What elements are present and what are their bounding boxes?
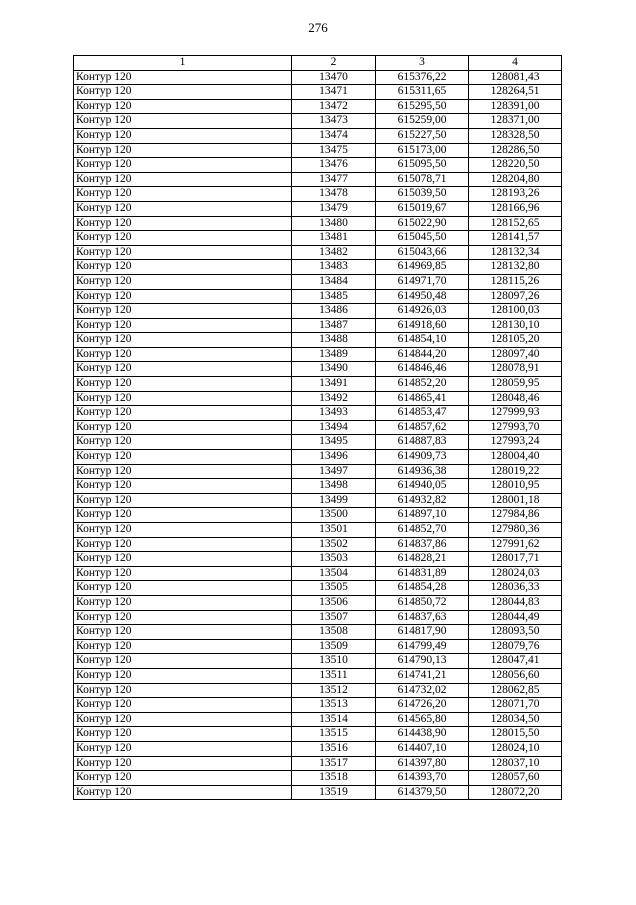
table-row [74, 610, 562, 625]
y-coordinate-cell: 128141,57 [469, 231, 562, 246]
contour-name-cell: Контур 120 [74, 654, 292, 669]
contour-name-cell: Контур 120 [74, 552, 292, 567]
point-number-cell: 13517 [292, 756, 376, 771]
y-coordinate-cell: 128097,40 [469, 347, 562, 362]
contour-name-cell: Контур 120 [74, 523, 292, 538]
table-row [74, 333, 562, 348]
table-row [74, 318, 562, 333]
y-coordinate-cell: 128048,46 [469, 391, 562, 406]
table-row [74, 128, 562, 143]
y-coordinate-cell: 128371,00 [469, 114, 562, 129]
contour-name-cell: Контур 120 [74, 756, 292, 771]
x-coordinate-cell: 614831,89 [376, 566, 469, 581]
table-row [74, 114, 562, 129]
table-row [74, 289, 562, 304]
y-coordinate-cell: 128132,34 [469, 245, 562, 260]
contour-name-cell: Контур 120 [74, 566, 292, 581]
x-coordinate-cell: 614828,21 [376, 552, 469, 567]
x-coordinate-cell: 614865,41 [376, 391, 469, 406]
table-row [74, 785, 562, 800]
table-row [74, 508, 562, 523]
point-number-cell: 13494 [292, 420, 376, 435]
point-number-cell: 13498 [292, 479, 376, 494]
point-number-cell: 13497 [292, 464, 376, 479]
contour-name-cell: Контур 120 [74, 318, 292, 333]
point-number-cell: 13489 [292, 347, 376, 362]
y-coordinate-cell: 128152,65 [469, 216, 562, 231]
contour-name-cell: Контур 120 [74, 274, 292, 289]
table-row [74, 362, 562, 377]
table-row [74, 595, 562, 610]
table-row [74, 464, 562, 479]
x-coordinate-cell: 614852,20 [376, 377, 469, 392]
contour-name-cell: Контур 120 [74, 187, 292, 202]
x-coordinate-cell: 614844,20 [376, 347, 469, 362]
x-coordinate-cell: 614799,49 [376, 639, 469, 654]
x-coordinate-cell: 614852,70 [376, 523, 469, 538]
contour-name-cell: Контур 120 [74, 377, 292, 392]
x-coordinate-cell: 614393,70 [376, 771, 469, 786]
point-number-cell: 13488 [292, 333, 376, 348]
y-coordinate-cell: 128079,76 [469, 639, 562, 654]
contour-name-cell: Контур 120 [74, 143, 292, 158]
x-coordinate-cell: 614732,02 [376, 683, 469, 698]
table-row [74, 479, 562, 494]
table-row [74, 216, 562, 231]
table-row [74, 668, 562, 683]
contour-name-cell: Контур 120 [74, 260, 292, 275]
table-row [74, 698, 562, 713]
x-coordinate-cell: 614741,21 [376, 668, 469, 683]
table-row [74, 143, 562, 158]
y-coordinate-cell: 127991,62 [469, 537, 562, 552]
x-coordinate-cell: 614837,63 [376, 610, 469, 625]
table-row [74, 231, 562, 246]
point-number-cell: 13491 [292, 377, 376, 392]
y-coordinate-cell: 128034,50 [469, 712, 562, 727]
point-number-cell: 13493 [292, 406, 376, 421]
y-coordinate-cell: 128047,41 [469, 654, 562, 669]
contour-name-cell: Контур 120 [74, 785, 292, 800]
point-number-cell: 13492 [292, 391, 376, 406]
point-number-cell: 13490 [292, 362, 376, 377]
table-row [74, 537, 562, 552]
x-coordinate-cell: 615019,67 [376, 201, 469, 216]
x-coordinate-cell: 614932,82 [376, 493, 469, 508]
x-coordinate-cell: 614379,50 [376, 785, 469, 800]
contour-name-cell: Контур 120 [74, 231, 292, 246]
table-row [74, 304, 562, 319]
point-number-cell: 13511 [292, 668, 376, 683]
point-number-cell: 13507 [292, 610, 376, 625]
x-coordinate-cell: 615173,00 [376, 143, 469, 158]
y-coordinate-cell: 128105,20 [469, 333, 562, 348]
y-coordinate-cell: 128001,18 [469, 493, 562, 508]
table-row [74, 756, 562, 771]
y-coordinate-cell: 128100,03 [469, 304, 562, 319]
contour-name-cell: Контур 120 [74, 420, 292, 435]
x-coordinate-cell: 614887,83 [376, 435, 469, 450]
table-body [74, 70, 562, 800]
contour-name-cell: Контур 120 [74, 771, 292, 786]
y-coordinate-cell: 128286,50 [469, 143, 562, 158]
contour-name-cell: Контур 120 [74, 493, 292, 508]
point-number-cell: 13483 [292, 260, 376, 275]
y-coordinate-cell: 128081,43 [469, 70, 562, 85]
x-coordinate-cell: 615045,50 [376, 231, 469, 246]
x-coordinate-cell: 615022,90 [376, 216, 469, 231]
column-header-2: 2 [292, 56, 376, 71]
y-coordinate-cell: 128071,70 [469, 698, 562, 713]
point-number-cell: 13519 [292, 785, 376, 800]
y-coordinate-cell: 127993,24 [469, 435, 562, 450]
contour-name-cell: Контур 120 [74, 362, 292, 377]
contour-name-cell: Контур 120 [74, 114, 292, 129]
point-number-cell: 13505 [292, 581, 376, 596]
point-number-cell: 13473 [292, 114, 376, 129]
contour-name-cell: Контур 120 [74, 304, 292, 319]
point-number-cell: 13472 [292, 99, 376, 114]
table-row [74, 712, 562, 727]
point-number-cell: 13499 [292, 493, 376, 508]
table-row [74, 245, 562, 260]
point-number-cell: 13508 [292, 625, 376, 640]
y-coordinate-cell: 128019,22 [469, 464, 562, 479]
point-number-cell: 13478 [292, 187, 376, 202]
contour-name-cell: Контур 120 [74, 216, 292, 231]
x-coordinate-cell: 614897,10 [376, 508, 469, 523]
point-number-cell: 13477 [292, 172, 376, 187]
contour-name-cell: Контур 120 [74, 712, 292, 727]
point-number-cell: 13509 [292, 639, 376, 654]
column-header-4: 4 [469, 56, 562, 71]
y-coordinate-cell: 128078,91 [469, 362, 562, 377]
table-row [74, 654, 562, 669]
x-coordinate-cell: 614837,86 [376, 537, 469, 552]
table-row [74, 523, 562, 538]
point-number-cell: 13474 [292, 128, 376, 143]
x-coordinate-cell: 614971,70 [376, 274, 469, 289]
point-number-cell: 13501 [292, 523, 376, 538]
table-row [74, 187, 562, 202]
x-coordinate-cell: 614936,38 [376, 464, 469, 479]
column-header-1: 1 [74, 56, 292, 71]
point-number-cell: 13500 [292, 508, 376, 523]
table-row [74, 406, 562, 421]
contour-name-cell: Контур 120 [74, 581, 292, 596]
point-number-cell: 13479 [292, 201, 376, 216]
y-coordinate-cell: 128130,10 [469, 318, 562, 333]
y-coordinate-cell: 128024,10 [469, 741, 562, 756]
point-number-cell: 13475 [292, 143, 376, 158]
y-coordinate-cell: 128097,26 [469, 289, 562, 304]
x-coordinate-cell: 614926,03 [376, 304, 469, 319]
contour-name-cell: Контур 120 [74, 245, 292, 260]
y-coordinate-cell: 128059,95 [469, 377, 562, 392]
x-coordinate-cell: 615311,65 [376, 85, 469, 100]
y-coordinate-cell: 128044,49 [469, 610, 562, 625]
y-coordinate-cell: 128044,83 [469, 595, 562, 610]
table-row [74, 625, 562, 640]
y-coordinate-cell: 128220,50 [469, 158, 562, 173]
point-number-cell: 13485 [292, 289, 376, 304]
contour-name-cell: Контур 120 [74, 289, 292, 304]
x-coordinate-cell: 614918,60 [376, 318, 469, 333]
y-coordinate-cell: 128037,10 [469, 756, 562, 771]
contour-name-cell: Контур 120 [74, 727, 292, 742]
point-number-cell: 13506 [292, 595, 376, 610]
y-coordinate-cell: 127984,86 [469, 508, 562, 523]
contour-name-cell: Контур 120 [74, 450, 292, 465]
contour-name-cell: Контур 120 [74, 201, 292, 216]
contour-name-cell: Контур 120 [74, 741, 292, 756]
contour-name-cell: Контур 120 [74, 391, 292, 406]
x-coordinate-cell: 614438,90 [376, 727, 469, 742]
point-number-cell: 13515 [292, 727, 376, 742]
y-coordinate-cell: 128193,26 [469, 187, 562, 202]
table-row [74, 727, 562, 742]
table-row [74, 493, 562, 508]
table-row [74, 435, 562, 450]
point-number-cell: 13482 [292, 245, 376, 260]
x-coordinate-cell: 614790,13 [376, 654, 469, 669]
y-coordinate-cell: 128328,50 [469, 128, 562, 143]
y-coordinate-cell: 128264,51 [469, 85, 562, 100]
coordinates-table [73, 55, 562, 800]
contour-name-cell: Контур 120 [74, 625, 292, 640]
point-number-cell: 13503 [292, 552, 376, 567]
point-number-cell: 13470 [292, 70, 376, 85]
table-row [74, 683, 562, 698]
y-coordinate-cell: 128010,95 [469, 479, 562, 494]
point-number-cell: 13486 [292, 304, 376, 319]
x-coordinate-cell: 614854,28 [376, 581, 469, 596]
table-row [74, 566, 562, 581]
y-coordinate-cell: 128056,60 [469, 668, 562, 683]
table-row [74, 450, 562, 465]
point-number-cell: 13484 [292, 274, 376, 289]
y-coordinate-cell: 128004,40 [469, 450, 562, 465]
table-row [74, 99, 562, 114]
point-number-cell: 13510 [292, 654, 376, 669]
table-row [74, 639, 562, 654]
y-coordinate-cell: 128072,20 [469, 785, 562, 800]
x-coordinate-cell: 614726,20 [376, 698, 469, 713]
y-coordinate-cell: 128204,80 [469, 172, 562, 187]
contour-name-cell: Контур 120 [74, 639, 292, 654]
contour-name-cell: Контур 120 [74, 479, 292, 494]
y-coordinate-cell: 128132,80 [469, 260, 562, 275]
y-coordinate-cell: 128015,50 [469, 727, 562, 742]
x-coordinate-cell: 615078,71 [376, 172, 469, 187]
y-coordinate-cell: 128093,50 [469, 625, 562, 640]
point-number-cell: 13480 [292, 216, 376, 231]
y-coordinate-cell: 127980,36 [469, 523, 562, 538]
point-number-cell: 13504 [292, 566, 376, 581]
table-row [74, 771, 562, 786]
x-coordinate-cell: 614857,62 [376, 420, 469, 435]
x-coordinate-cell: 614850,72 [376, 595, 469, 610]
contour-name-cell: Контур 120 [74, 464, 292, 479]
table-row [74, 581, 562, 596]
point-number-cell: 13495 [292, 435, 376, 450]
y-coordinate-cell: 128057,60 [469, 771, 562, 786]
point-number-cell: 13514 [292, 712, 376, 727]
contour-name-cell: Контур 120 [74, 85, 292, 100]
x-coordinate-cell: 614969,85 [376, 260, 469, 275]
x-coordinate-cell: 615295,50 [376, 99, 469, 114]
x-coordinate-cell: 614940,05 [376, 479, 469, 494]
table-row [74, 172, 562, 187]
contour-name-cell: Контур 120 [74, 406, 292, 421]
point-number-cell: 13476 [292, 158, 376, 173]
x-coordinate-cell: 615259,00 [376, 114, 469, 129]
table-row [74, 70, 562, 85]
table-row [74, 741, 562, 756]
point-number-cell: 13518 [292, 771, 376, 786]
point-number-cell: 13502 [292, 537, 376, 552]
x-coordinate-cell: 614817,90 [376, 625, 469, 640]
contour-name-cell: Контур 120 [74, 595, 292, 610]
table-row [74, 260, 562, 275]
x-coordinate-cell: 615043,66 [376, 245, 469, 260]
x-coordinate-cell: 614909,73 [376, 450, 469, 465]
x-coordinate-cell: 614397,80 [376, 756, 469, 771]
contour-name-cell: Контур 120 [74, 172, 292, 187]
y-coordinate-cell: 127999,93 [469, 406, 562, 421]
x-coordinate-cell: 615227,50 [376, 128, 469, 143]
table-row [74, 201, 562, 216]
y-coordinate-cell: 128115,26 [469, 274, 562, 289]
x-coordinate-cell: 614407,10 [376, 741, 469, 756]
y-coordinate-cell: 128024,03 [469, 566, 562, 581]
contour-name-cell: Контур 120 [74, 333, 292, 348]
y-coordinate-cell: 128036,33 [469, 581, 562, 596]
contour-name-cell: Контур 120 [74, 537, 292, 552]
y-coordinate-cell: 128391,00 [469, 99, 562, 114]
point-number-cell: 13481 [292, 231, 376, 246]
x-coordinate-cell: 614853,47 [376, 406, 469, 421]
contour-name-cell: Контур 120 [74, 668, 292, 683]
table-row [74, 420, 562, 435]
y-coordinate-cell: 127993,70 [469, 420, 562, 435]
contour-name-cell: Контур 120 [74, 99, 292, 114]
table-row [74, 85, 562, 100]
point-number-cell: 13487 [292, 318, 376, 333]
x-coordinate-cell: 614565,80 [376, 712, 469, 727]
x-coordinate-cell: 615095,50 [376, 158, 469, 173]
contour-name-cell: Контур 120 [74, 683, 292, 698]
point-number-cell: 13512 [292, 683, 376, 698]
table-row [74, 391, 562, 406]
x-coordinate-cell: 614846,46 [376, 362, 469, 377]
contour-name-cell: Контур 120 [74, 435, 292, 450]
x-coordinate-cell: 615039,50 [376, 187, 469, 202]
x-coordinate-cell: 614854,10 [376, 333, 469, 348]
point-number-cell: 13516 [292, 741, 376, 756]
header-row [74, 56, 562, 71]
y-coordinate-cell: 128166,96 [469, 201, 562, 216]
column-header-3: 3 [376, 56, 469, 71]
x-coordinate-cell: 615376,22 [376, 70, 469, 85]
x-coordinate-cell: 614950,48 [376, 289, 469, 304]
contour-name-cell: Контур 120 [74, 610, 292, 625]
table-row [74, 158, 562, 173]
point-number-cell: 13496 [292, 450, 376, 465]
page-number: 276 [308, 20, 328, 35]
contour-name-cell: Контур 120 [74, 158, 292, 173]
table-row [74, 274, 562, 289]
contour-name-cell: Контур 120 [74, 128, 292, 143]
contour-name-cell: Контур 120 [74, 70, 292, 85]
table-row [74, 552, 562, 567]
contour-name-cell: Контур 120 [74, 698, 292, 713]
y-coordinate-cell: 128017,71 [469, 552, 562, 567]
table-row [74, 347, 562, 362]
point-number-cell: 13471 [292, 85, 376, 100]
y-coordinate-cell: 128062,85 [469, 683, 562, 698]
contour-name-cell: Контур 120 [74, 347, 292, 362]
table-row [74, 377, 562, 392]
point-number-cell: 13513 [292, 698, 376, 713]
contour-name-cell: Контур 120 [74, 508, 292, 523]
